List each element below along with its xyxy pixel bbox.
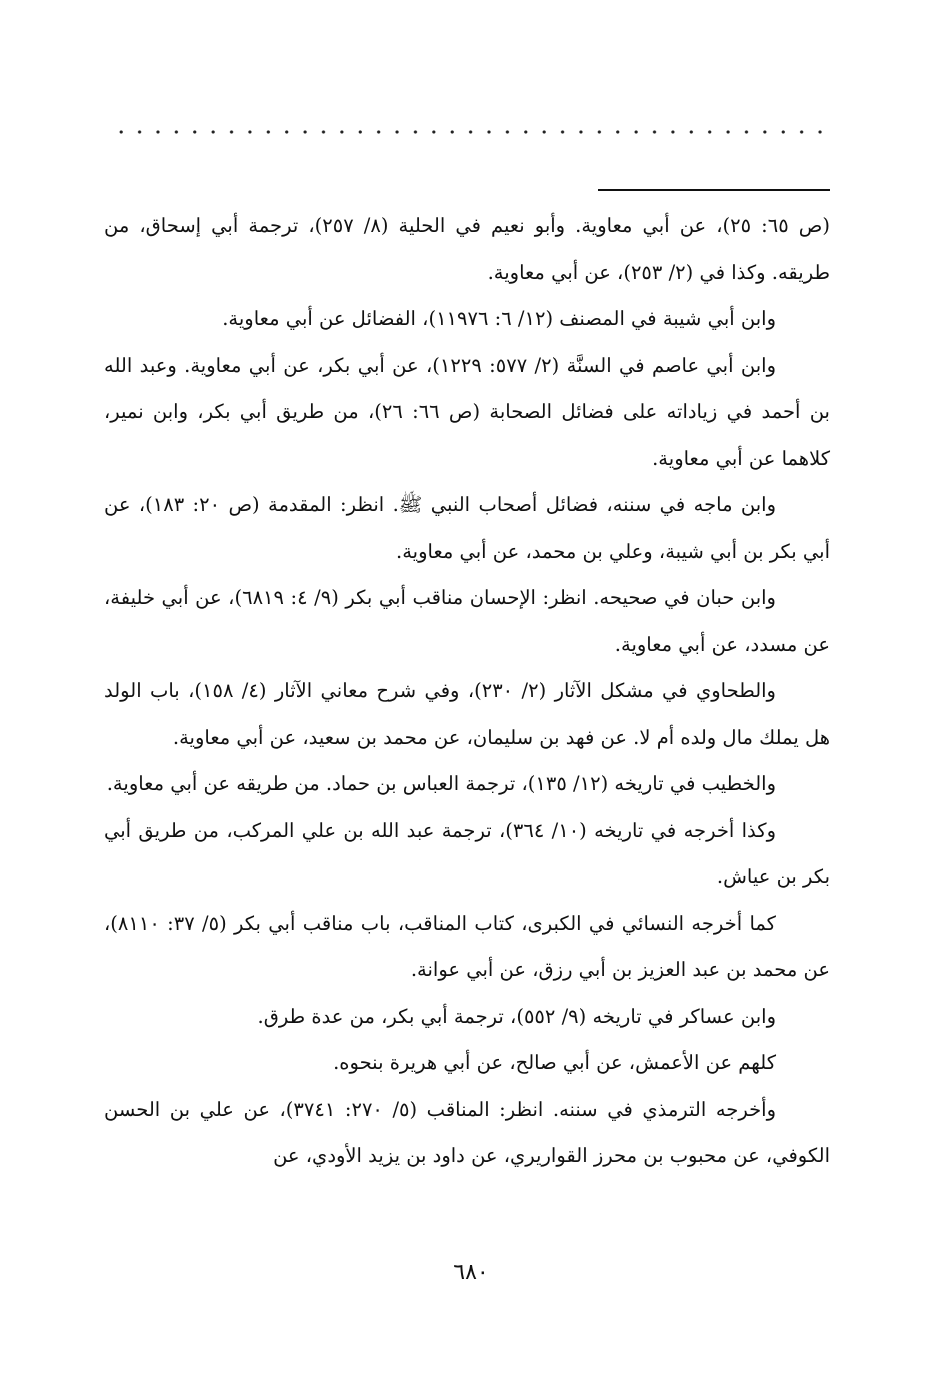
footnote-paragraph: وابن عساكر في تاريخه (٩/ ٥٥٢)، ترجمة أبي بكر، من عدة طرق. — [257, 1004, 776, 1028]
page-number: ٦٨٠ — [453, 1260, 489, 1285]
footnote-paragraph: وأخرجه الترمذي في سننه. انظر: المناقب (٥/ ٢٧٠: ٣٧٤١)، عن علي بن الحسن الكوفي، عن محبوب بن محرز القواريري، عن داود بن يزيد الأودي، عن — [104, 1097, 830, 1167]
footnote-paragraph: وابن أبي شيبة في المصنف (١٢/ ٦: ١١٩٧٦)، الفضائل عن أبي معاوية. — [222, 307, 776, 330]
footnote-paragraph: والطحاوي في مشكل الآثار (٢/ ٢٣٠)، وفي شرح معاني الآثار (٤/ ١٥٨)، باب الولد هل يملك مال ولده أم لا. عن فهد بن سليمان، عن محمد بن سعيد، عن أبي معاوية. — [104, 679, 830, 749]
footnote-paragraph: وكذا أخرجه في تاريخه (١٠/ ٣٦٤)، ترجمة عبد الله بن علي المركب، من طريق أبي بكر بن عياش. — [104, 818, 830, 888]
footnote-paragraph: وابن أبي عاصم في السنَّة (٢/ ٥٧٧: ١٢٢٩)، عن أبي بكر، عن أبي معاوية. وعبد الله بن أحمد في زياداته على فضائل الصحابة (ص ٦٦: ٢٦)، من طريق أبي بكر، وابن نمير، كلاهما عن أبي معاوية. — [104, 353, 830, 470]
footnote-body — [104, 203, 830, 1180]
footnote-paragraph: كما أخرجه النسائي في الكبرى، كتاب المناقب، باب مناقب أبي بكر (٥/ ٣٧: ٨١١٠)، عن محمد بن عبد العزيز بن أبي رزق، عن أبي عوانة. — [104, 911, 830, 981]
footnote-rule — [598, 189, 830, 191]
footnote-paragraph: والخطيب في تاريخه (١٢/ ١٣٥)، ترجمة العباس بن حماد. من طريقه عن أبي معاوية. — [106, 772, 776, 795]
footnote-paragraph: (ص ٦٥: ٢٥)، عن أبي معاوية. وأبو نعيم في الحلية (٨/ ٢٥٧)، ترجمة أبي إسحاق، من طريقه. وكذا في (٢/ ٢٥٣)، عن أبي معاوية. — [104, 214, 830, 284]
footnote-paragraph: وابن ماجه في سننه، فضائل أصحاب النبي ﷺ. انظر: المقدمة (ص ٢٠: ١٨٣)، عن أبي بكر بن أبي شيبة، وعلي بن محمد، عن أبي معاوية. — [104, 493, 830, 563]
footnote-paragraph: كلهم عن الأعمش، عن أبي صالح، عن أبي هريرة بنحوه. — [333, 1051, 776, 1074]
dotted-separator — [112, 128, 830, 136]
footnote-paragraph: وابن حبان في صحيحه. انظر: الإحسان مناقب أبي بكر (٩/ ٤: ٦٨١٩)، عن أبي خليفة، عن مسدد، عن أبي معاوية. — [104, 586, 830, 656]
